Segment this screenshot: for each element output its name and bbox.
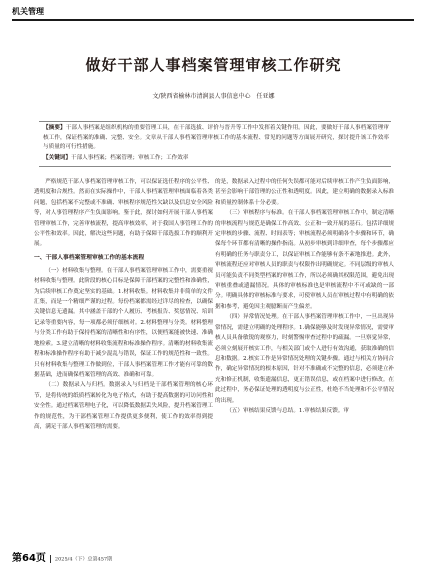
article-author: 文/陕西省榆林市清涧县人事信息中心 任亚娜 (152, 93, 275, 100)
page-number: 第64页 (12, 553, 46, 564)
body-paragraph: （一）材料收集与整理。在干部人事档案管理审核工作中，需要重视材料收集与整理。此阶段的核心目标是保障干部档案的完整性和准确性，为后续审核工作奠定坚实的基础。1.材料收集。材料收集并非简单的文件汇集，而是一个精细严谨的过程。每份档案都需经过详尽的检查，以确保关键信息无遗漏。其中涵盖干部的个人履历、考核报告、奖惩情况、培训记录等重要内容，每一项都必须仔细核对。2.材料整理与分类。材料整理与分类工作有助于保持档案的清晰性和有序性，以便档案能被快速、准确地检索。3.建立清晰的材料收集流程和标准操作程序。清晰的材料收集流程和标准操作程序有助于减少混乱与错误，保证工作的规范性和一致性。只有材料收集与整理工作做到位，干部人事档案管理工作才能有可靠的数据基础，进而确保档案管理的高效、准确和可靠。 (34, 267, 214, 378)
body-paragraph: 的是，数据录入过程中的任何失误都可能对后续审核工作产生负面影响，甚至会影响干部管理的公正性和透明度。因此，建立明确的数据录入标准和质量控制体系十分必要。 (215, 179, 395, 206)
section-tag: 机关管理 (12, 6, 44, 16)
body-column-right (215, 177, 394, 416)
body-paragraph: 严格规范干部人事档案管理审核工作，可以保证选任程序的公平性、透明度和合规性。然而在实际操作中，干部人事档案管理审核面临着各类问题，包括档案不完整或不准确、审核程序规范性欠缺以及信息安全风险等，对人事管理程序产生负面影响。鉴于此，探讨如何开展干部人事档案管理审核工作，完善审核流程，提高审核效率，对于我国人事管理工作的公平性和效率。因此，解决这些问题，有助于保障干部选拔工作的顺利开展。 (34, 179, 214, 248)
body-paragraph: （五）审核结果反馈与总结。1.审核结果反馈。审 (226, 407, 349, 414)
issue-info: 2025/4（下）总第457期 (54, 556, 113, 563)
abstract (43, 124, 389, 153)
body-paragraph: （三）审核程序与标准。在干部人事档案管理审核工作中，制定清晰的审核流程与规范是确保工作高效、公正和一致开展的基石。包括详细规定审核的步骤、流程、时间表等；审核流程必须明确各个步骤和环节，确保每个环节都有清晰的操作指南。从初步审核到详细审查，每个步骤都应有明确的任务与职责分工，以保证审核工作能够有条不紊地推进。此外，审核流程还应对审核人员的职责与权限作出明确规定。不同层级的审核人员可能负责不同类型档案的审核工作，所以必须确其权限范围，避免出现审核重叠或遗漏情况。具体的审核标准也是审核流程中不可或缺的一部分。明确具体的审核标准与要求，可使审核人员在审核过程中有明确的依据和参考，避免因主观臆断而产生偏差。 (215, 210, 395, 310)
keywords (43, 154, 389, 164)
footer-divider (50, 555, 51, 563)
keywords-text: 干部人事档案；档案管理；审核工作；工作效率 (70, 154, 189, 161)
keywords-label: 【关键词】 (43, 154, 71, 161)
section-heading: 一、干部人事档案管理审核工作的基本流程 (34, 254, 145, 261)
abstract-box (39, 121, 391, 167)
abstract-label: 【摘要】 (43, 125, 66, 131)
article-title: 做好干部人事档案管理审核工作研究 (85, 56, 342, 74)
body-paragraph: （四）异常情况处理。在干部人事档案管理审核工作中，一旦出现异常情况，需建立明确的处理程序。1.确保能够及时发现异常情况，需要审核人员具备敏锐的观察力，时刻警惕审查过程中的疏漏。一旦察觉异常，必须立刻展开核实工作，与相关部门或个人进行有效沟通，获取准确的信息和数据。2.核实工作是异常情况处理的关键步骤。通过与相关方协同合作，确定异常情况的根本原因，针对不准确或不完整的信息，必须建立补充和修正机制，收集遗漏信息，更正错误信息，或在档案中进行修改。在此过程中，务必保证处理的透明度与公正性，杜绝不当处理和不公平情况的出现。 (215, 314, 395, 404)
section-divider (12, 19, 414, 21)
body-column-left (34, 177, 213, 432)
body-paragraph: （二）数据录入与归档。数据录入与归档是干部档案管理的核心环节，是将传统的纸质档案转化为电子格式，有助于提高数据的可访问性和安全性。通过档案管理电子化，可以降低数据丢失风险，提升档案管理工作的规范性，为干部档案管理工作提供更多便利，使工作的效率得到提高，满足干部人事档案管理的需要。 (34, 382, 214, 430)
abstract-text: 干部人事档案是组织机构的重要管理工具，在干部选拔、评价与晋升等工作中发挥着关键作用。因此，要做好干部人事档案管理审核工作，保证档案的准确、完整、安全。文章从干部人事档案管理审核工作的基本流程、常见的问题等方面展开研究，探讨提升该工作效率与质量的可行性措施。 (43, 125, 389, 151)
page-footer (12, 553, 414, 565)
